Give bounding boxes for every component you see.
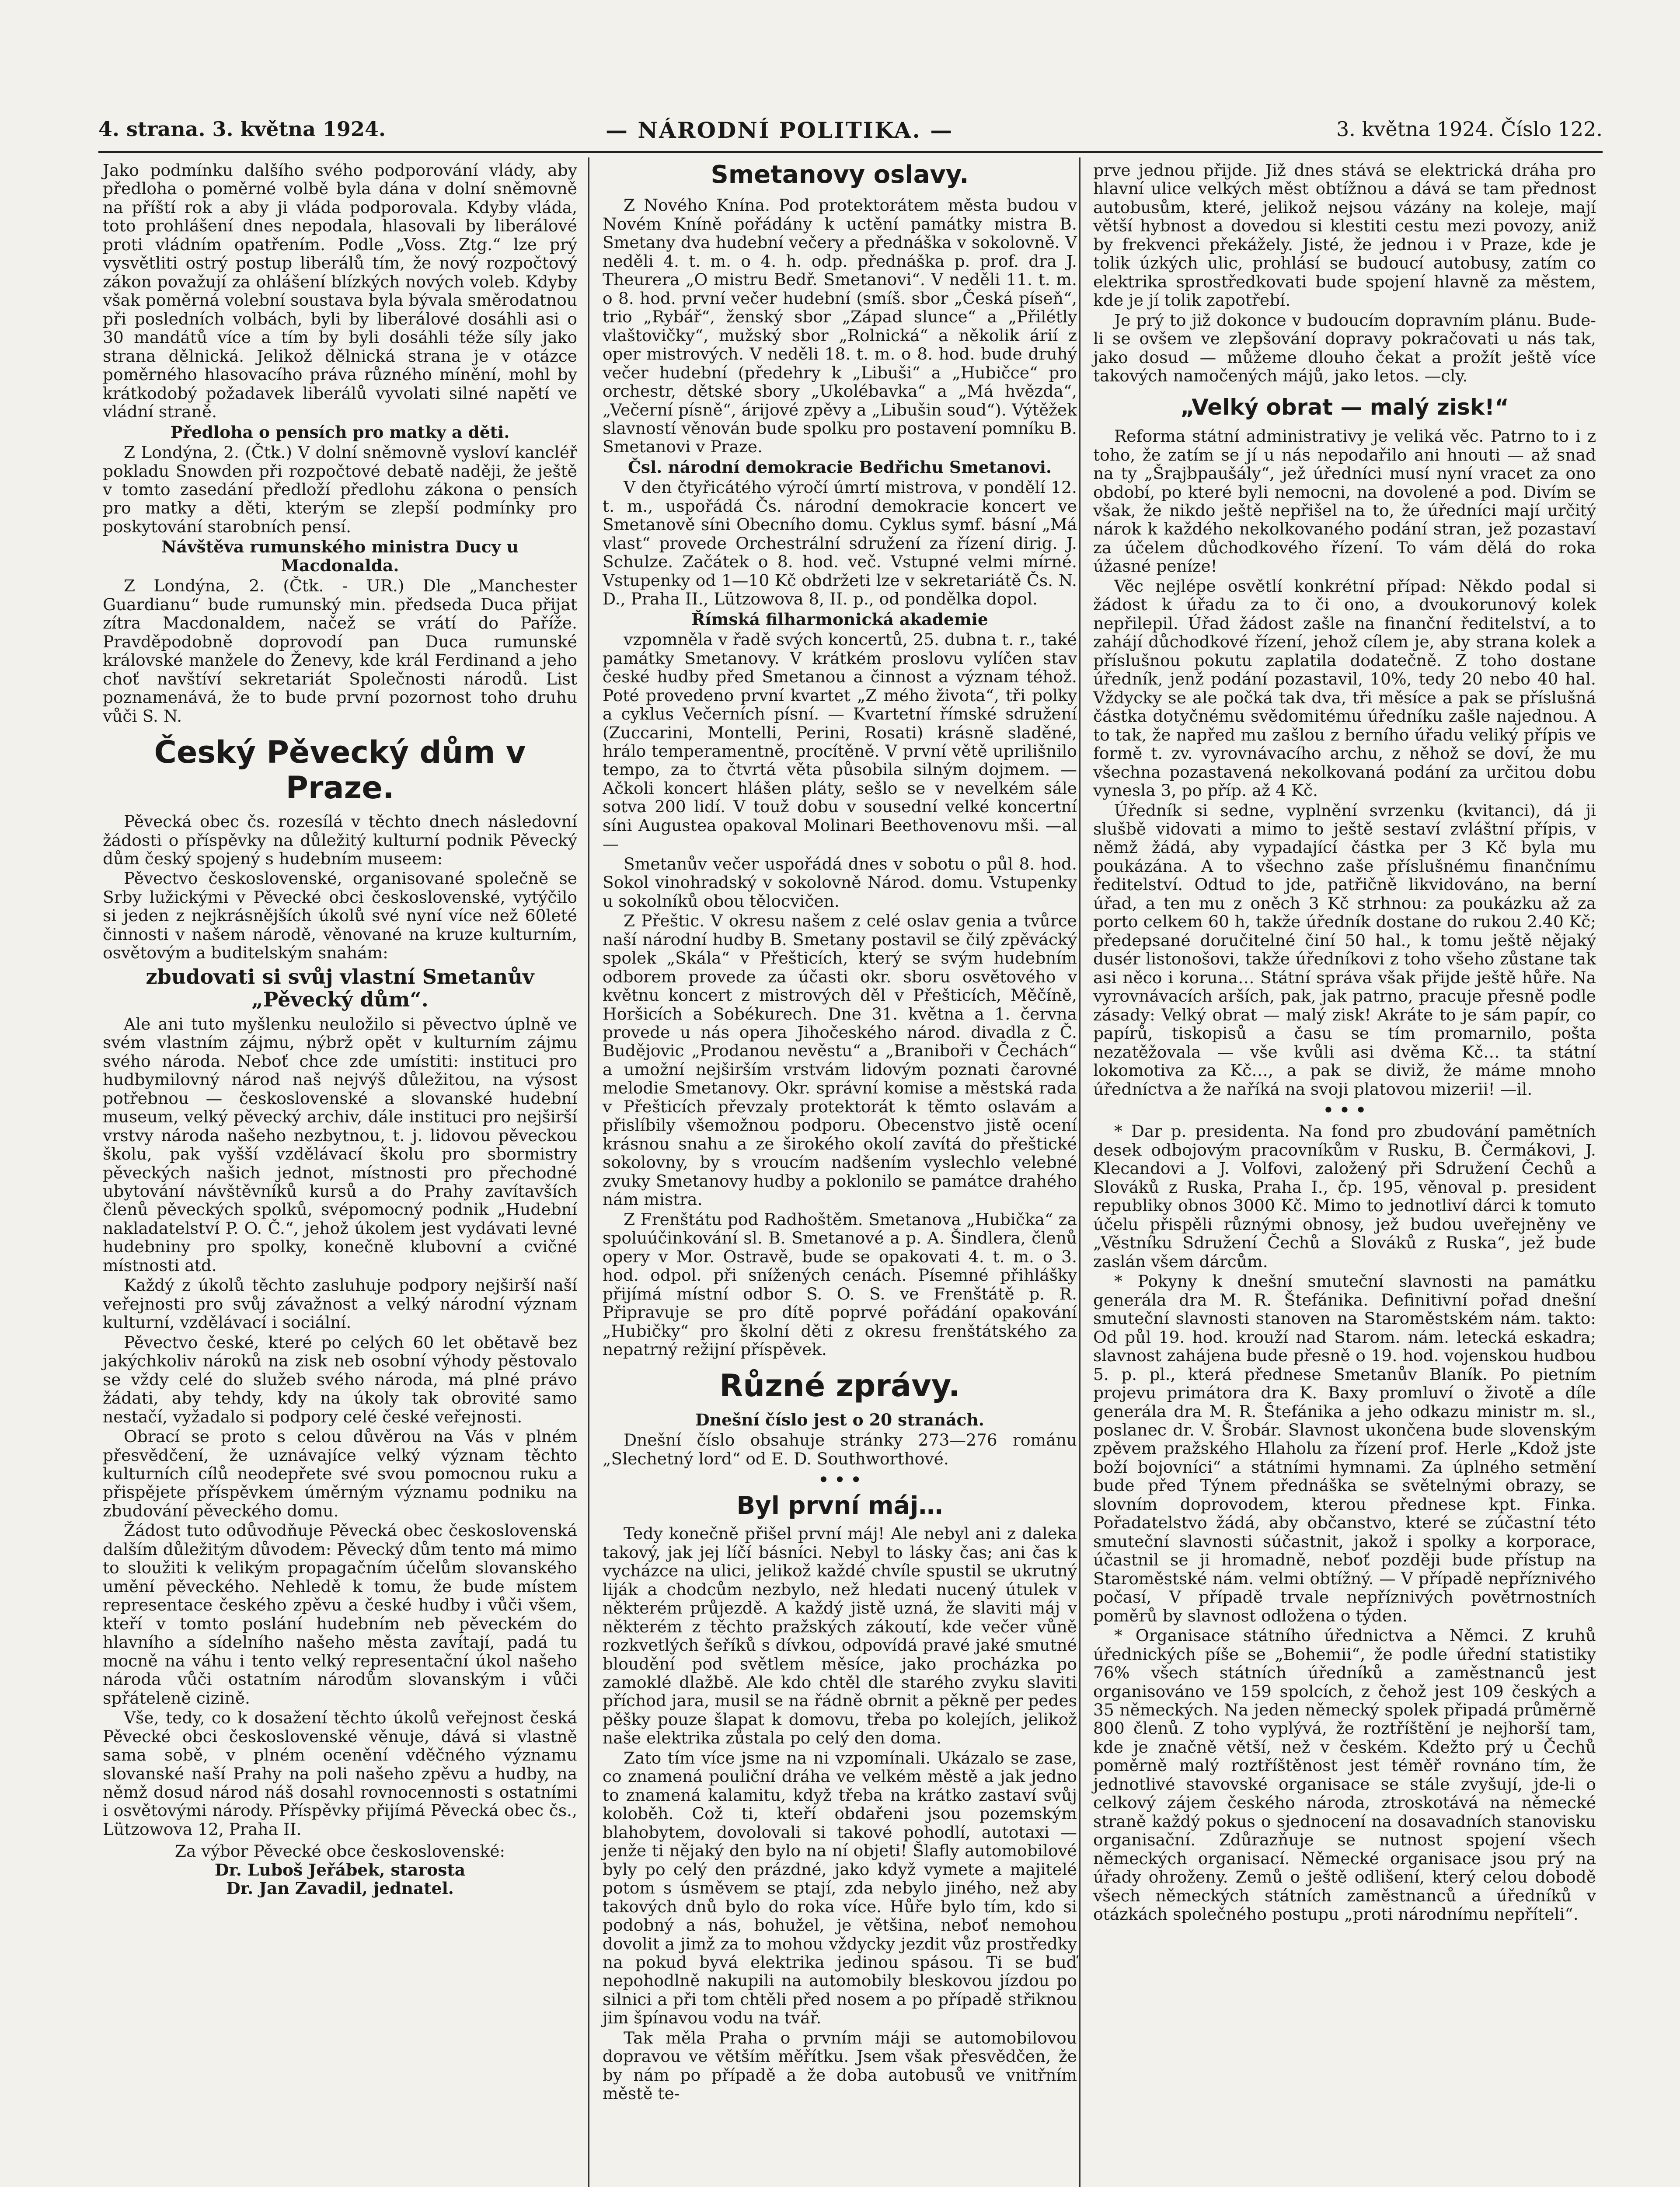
news-item: * Organisace státního úřednictva a Němci. Z kruhů úřednických píše se „Bohemii“, že podle úřední statistiky 76% všech státních úředníků a zaměstnanců jest organisováno ve 159 spolcích, z čehož jest 109 českých a 35 německých. Na jeden německý spolek připadá průměrně 800 členů. Z toho vyplývá, že roztříštění je nejhorší tam, kde je značně větší, než v českém. Kdežto prý u Čechů poměrně malý roztříštěnost jest téměř rovnáno tím, že jednotlivé stavovské organisace se stále zvyšují, jde-li o celkový zájem českého národa, ztroskotává na německé straně každý pokus o sjednocení na dosavadních stanovisku organisační. Zdůrazňuje se nutnost spojení všech německých organisací. Německé organisace jsou prý na úřady ohroženy. Zemů o ještě odlišení, který celou dobodě všech německých státních zaměstnanců a úředníků v otázkách společného postupu „proti národnímu nepříteli“. — [1093, 1626, 1596, 1924]
page-number-date: 4. strana. 3. května 1924. — [98, 117, 386, 141]
column-2 — [603, 161, 1077, 2104]
signature-line: Za výbor Pěvecké obce československé: — [174, 1841, 505, 1861]
article-paragraph: Každý z úkolů těchto zasluhuje podpory nejširší naší veřejnosti pro svůj závažnost a velký národní význam kulturní, vzdělávací i sociální. — [103, 1275, 577, 1332]
emphasis-line: zbudovati si svůj vlastní Smetanův „Pěvecký dům“. — [146, 964, 534, 1011]
news-item: * Pokyny k dnešní smuteční slavnosti na památku generála dra M. R. Štefánika. Definitivní pořad dnešní smuteční slavnosti stanoven na Staroměstském nám. takto: Od půl 19. hod. krouží nad Starom. nám. letecká eskadra; slavnost zahájena bude přesně o 19. hod. vojenskou hudbou 5. p. pl., která přednese Smetanův Blaník. Po pietním projevu primátora dra K. Baxy promluví o životě a díle generála dra M. R. Štefánika a jeho odkazu ministr m. sl., poslanec dr. V. Šrobár. Slavnost ukončena bude slovenským zpěvem pražského Hlaholu za řízení prof. Herle „Kdož jste boží bojovníci“ a státními hymnami. Za úplného setmění bude před Týnem přednáška se světelnými obrazy, se slovním doprovodem, kterou přednese kpt. Finka. Pořadatelstvo žádá, aby občanstvo, které se zúčastní této smuteční slavnosti súčastnit, jakož i spolky a korporace, účastnil se ji hromadně, neboť později bude přístup na Staroměstské nám. velmi obtížný. — V případě nepříznivého počasí, V případě trvale nepříznivých povětrnostních poměrů by slavnost odložena o týden. — [1093, 1272, 1596, 1625]
column-divider-2 — [1079, 157, 1080, 2187]
article-paragraph: Dnešní číslo obsahuje stránky 273—276 románu „Slechetný lord“ od E. D. Southworthové. — [603, 1430, 1077, 1468]
column-3 — [1093, 161, 1596, 1925]
issue-date-number: 3. května 1924. Číslo 122. — [1336, 117, 1603, 141]
article-paragraph: Vše, tedy, co k dosažení těchto úkolů veřejnost česká Pěvecké obci československé věnuje, dává si vlastně sama sobě, v plném ocenění vděčného významu slovanské naší Prahy na poli našeho zpěvu a hudby, na němž dosud národ náš dosahl rovnocennosti s ostatními i osvětovými národy. Příspěvky přijímá Pěvecká obec čs., Lützowova 12, Praha II. — [103, 1708, 577, 1839]
article-paragraph: Smetanův večer uspořádá dnes v sobotu o půl 8. hod. Sokol vinohradský v sokolovně Národ. domu. Vstupenky u sokolníků obou tělocvičen. — [603, 854, 1077, 911]
article-paragraph: Úředník si sedne, vyplnění svrzenku (kvitanci), dá ji slušbě vidovati a mimo to ještě sestaví zvláštní přípis, v němž žádá, aby vypadající částka per 3 Kč byla mu poukázána. A to všechno zaše příslušnému finančnímu ředitelství. Odtud to jde, patřičně likvidováno, na berní úřad, a ten mu z oněch 3 Kč strhnou: za poukázku až za porto celkem 60 h, takže úředník dostane do rukou 2.40 Kč; předepsané doručitelné činí 50 hal., k tomu ještě nějaký dusér listonošovi, takže úředníkovi z toho všeho zůstane tak asi něco i koruna… Státní správa však přijde ještě hůře. Na vyrovnávacích arších, pak, jak patrno, pracuje přesně podle zásady: Velký obrat — malý zisk! Akráte to je sám papír, co papírů, tiskopisů a času se tím promarnilo, pošta nezatěžovala — vše kvůli asi dvěma Kč… ta státní lokomotiva za Kč…, a pak se diviž, že máme mnoho úředníctva a že naříká na svoji platovou mizerii! —il. — [1093, 800, 1596, 1099]
signature-name: Dr. Jan Zavadil, jednatel. — [226, 1879, 454, 1898]
column-divider-1 — [588, 157, 589, 2187]
article-paragraph: Věc nejlépe osvětlí konkrétní případ: Někdo podal si žádost k úřadu za to či ono, a dvoukorunový kolek nepřilepil. Úřad žádost zašle na finanční ředitelství, a to zahájí důchodkové řízení, jehož cílem je, aby strana kolek a příslušnou pokutu zaplatila dodatečně. Z toho dostane úředník, jenž podání pozastavil, 10%, tedy 20 nebo 40 hal. Vždycky se ale počká tak dva, tři měsíce a pak se příslušná částka dotyčnému svědomitému úředníku zašle najednou. A to tak, že napřed mu zašlou z berního úřadu veliký přípis ve formě t. zv. vyrovnávacího archu, z něhož se doví, že mu všechna pozastavená nekolkovaná podání za určitou dobu vynesla 3, po příp. až 4 Kč. — [1093, 576, 1596, 800]
article-paragraph: Je prý to již dokonce v budoucím dopravním plánu. Bude-li se ovšem ve zlepšování dopravy pokračovati u nás tak, jako dosud — můžeme dlouho čekat a prožít ještě více takových namočených májů, jako letos. —cly. — [1093, 310, 1596, 386]
section-heading: Návštěva rumunského ministra Ducy u Macdonalda. — [161, 537, 519, 575]
section-heading: Předloha o pensích pro matky a děti. — [170, 422, 510, 442]
article-paragraph: Pěvecká obec čs. rozesílá v těchto dnech následovní žádosti o příspěvky na důležitý kulturní podnik Pěvecký dům český spojený s hudebním museem: — [103, 812, 577, 868]
article-paragraph: Z Londýna, 2. (Čtk. - UR.) Dle „Manchester Guardianu“ bude rumunský min. předseda Duca přijat zítra Macdonaldem, načež se vrátí do Paříže. Pravděpodobně doprovodí pan Duca rumunské královské manžele do Ženevy, kde král Ferdinand a jeho choť navštíví sekretariát Společnosti národů. List poznamenává, že to bude první pozornost toho druhu vůči S. N. — [103, 576, 577, 726]
article-paragraph: Jako podmínku dalšího svého podporování vlády, aby předloha o poměrné volbě byla dána v dolní sněmovně na příští rok a aby ji vláda podporovala. Kdyby vláda, toto prohlášení dnes nepodala, hlasovali by liberálové proti vládním opatřením. Podle „Voss. Ztg.“ lze prý vysvětliti ostrý postup liberálů tím, že nový rozpočtový zákon považují za ohlášení blízkých nových voleb. Kdyby však poměrná volební soustava byla bývala směrodatnou při posledních volbách, byli by liberálové dosáhli asi o 30 mandátů více a tím by byli dosáhli téže síly jako strana dělnická. Jelikož dělnická strana je v otázce poměrného hlasovacího práva různého mínění, mohl by krátkodobý požadavek liberálů vyvolati silné napětí ve vládní straně. — [103, 161, 577, 422]
section-heading: Dnešní číslo jest o 20 stranách. — [695, 1410, 984, 1429]
section-heading: Čsl. národní demokracie Bedřichu Smetanovi. — [627, 457, 1052, 477]
article-paragraph: Z Frenštátu pod Radhoštěm. Smetanova „Hubička“ za spoluúčinkování sl. B. Smetanové a p. A. Šindlera, členů opery v Mor. Ostravě, bude se opakovati 4. t. m. o 3. hod. odpol. při snížených cenách. Písemné přihlášky přijímá místní odbor S. O. S. ve Frenštátě p. R. Připravuje se pro dítě poprvé pořádání opakování „Hubičky“ pro školní děti z okresu frenštátského za nepatrný režijní příspěvek. — [603, 1209, 1077, 1359]
article-paragraph: Pěvectvo české, které po celých 60 let obětavě bez jakýchkoliv nároků na zisk neb osobní výhody pěstovalo se vždy celé do služeb svého národa, má plné právo žádati, aby tehdy, kdy na úkoly tak obrovité samo nestačí, vyžadalo si podpory celé české veřejnosti. — [103, 1332, 577, 1426]
article-paragraph: Z Přeštic. V okresu našem z celé oslav genia a tvůrce naší národní hudby B. Smetany postavil se čilý zpěvácký spolek „Skála“ v Přešticích, který se svým hudebním odborem provede za účasti okr. sboru osvětového v květnu koncert z mistrových děl v Přešticích, Měčíně, Horšicích a Sobékurech. Dne 31. května a 1. června provede u nás opera Jihočeského národ. divadla z Č. Budějovic „Prodanou nevěstu“ a „Braniboři v Čechách“ a umožní nejširším vrstvám lidovým poznati čarovné melodie Smetanovy. Okr. správní komise a městská rada v Přešticích převzaly protektorát k těmto oslavám a přislíbily všemožnou podporu. Obecenstvo jistě ocení krásnou snahu a ze širokého okolí zavítá do přeštické sokolovny, by s vroucím nadšením vyslechlo velebné zvuky Smetanovy hudby a poklonilo se památce drahého nám mistra. — [603, 911, 1077, 1209]
article-paragraph: Z Nového Knína. Pod protektorátem města budou v Novém Kníně pořádány k uctění památky mistra B. Smetany dva hudební večery a přednáška v sokolovně. V neděli 4. t. m. o 4. h. odp. přednáška p. prof. dra J. Theurera „O mistru Bedř. Smetanovi“. V neděli 11. t. m. o 8. hod. první večer hudební (smíš. sbor „Česká píseň“, trio „Rybář“, ženský sbor „Západ slunce“ a „Přilétly vlaštovičky“, mužský sbor „Rolnická“ a několik árií z oper mistrových. V neděli 18. t. m. o 8. hod. bude druhý večer hudební (předehry k „Libuši“ a „Hubičce“ pro orchestr, dětské sbory „Ukolébavka“ a „Má hvězda“, „Večerní písně“, árijové zpěvy a „Libušin soud“). Výtěžek slavností věnován bude spolku pro postavení pomníku B. Smetanovi v Praze. — [603, 196, 1077, 457]
headline-ruzne-zpravy: Různé zprávy. — [719, 1368, 960, 1404]
article-paragraph: Obrací se proto s celou důvěrou na Vás v plném přesvědčení, že uznávajíce velký význam těchto kulturních cílů neodepřete své svou pomocnou ruku a přispějete příspěvkem úměrným významu podniku na zbudování pěveckého domu. — [103, 1427, 577, 1520]
article-paragraph: Ale ani tuto myšlenku neuložilo si pěvectvo úplně ve svém vlastním zájmu, nýbrž opět v kulturním zájmu svého národa. Neboť chce zde umístiti: instituci pro hudbymilovný národ naš nejvýš důležitou, na výsost potřebnou — československé a slovanské hudební museum, velký pěvecký archiv, dále instituci pro nejširší vrstvy národa našeho nezbytnou, t. j. lidovou pěveckou školu, pak vyšší vzdělávací školu pro sbormistry pěveckých našich jednot, místnosti pro přechodné ubytování návštěvníků kursů a do Prahy zavítavších členů pěveckých spolků, svépomocný podnik „Hudební nakladatelství P. O. Č.“, jehož úkolem jest vydávati levné hudebniny pro spolky, konečně klubovní a cvičné místnosti atd. — [103, 1014, 577, 1275]
article-paragraph: Tedy konečně přišel první máj! Ale nebyl ani z daleka takový, jak jej líčí básníci. Nebyl to lásky čas; ani čas k vycházce na ulici, jelikož každé chvíle spustil se ukrutný liják a chodcům nezbylo, než hledati nucený útulek v některém průjezdě. A každý jistě uzná, že slaviti máj v některém z těchto pražských zákoutí, kde večer vůně rozkvetlých šeříků s dívkou, odpovídá pravé jaké smutné bloudění pod světlem měsíce, jako procházka po zamoklé dlažbě. Ale kdo chtěl dle starého zvyku slaviti příchod jara, musil se na řádně obrnit a pěkně per pedes pěšky pouze šlapat k domovu, třeba po kolejích, jelikož naše elektrika zůstala po celý den doma. — [603, 1524, 1077, 1748]
article-paragraph: Pěvectvo československé, organisované společně se Srby lužickými v Pěvecké obci československé, vytýčilo si jeden z nejkrásnějších úkolů své nyní více než 60leté činnosti v našem národě, věnované na kruze kulturním, osvětovým a buditelským snahám: — [103, 869, 577, 963]
article-paragraph: Zato tím více jsme na ni vzpomínali. Ukázalo se zase, co znamená pouliční dráha ve velkém městě a jak jedno to znamená kalamitu, když třeba na krátko zastaví svůj koloběh. Což ti, kteří obdařeni jsou pozemským blahobytem, dovolovali si takové pohodlí, autotaxi — jenže ti nějaký den bylo na ní objeti! Šlafly automobilové byly po celý den prázdné, jako když vymete a majitelé potom s úsměvem se ptají, zda nebylo jiného, než aby takových dnů bylo do roka více. Hůře bylo tím, kdo si podobný a nás, bohužel, je většina, neboť nemohou dovolit a jimž za to mohou vždycky jezdit vůz prostředky na pokud byvá elektrika jedinou spásou. Ti se buď nepohodlně nakupili na automobily bleskovou jízdou po silnici a při tom chtěli před nosem a po případě střiknou jim špínavou vodu na tvář. — [603, 1748, 1077, 2028]
headline-byl-prvni-maj: Byl první máj… — [736, 1491, 943, 1520]
headline-cesky-pevecky-dum: Český Pěvecký dům v Praze. — [154, 734, 526, 806]
newspaper-title: — NÁRODNÍ POLITIKA. — — [606, 117, 954, 143]
article-paragraph: Reforma státní administrativy je veliká věc. Patrno to i z toho, že zatím se jí u nás nepodařilo ani hnouti — až snad na ty „Šrajbpaušály“, jež úředníci musí nyní vracet za ono období, po které byli nemocni, na dovolené a pod. Divím se však, že nikdo ještě nepřišel na to, že úředníci mají určitý nárok k každého nekolkovaného podání stran, jež pozastaví za účelem důchodkového řízení. To vám dělá do roka úžasné peníze! — [1093, 426, 1596, 576]
page-header — [98, 117, 1603, 152]
column-1 — [103, 161, 577, 1898]
section-heading: Římská filharmonická akademie — [691, 609, 988, 629]
separator-dots: • • • — [818, 1470, 861, 1490]
article-paragraph: Tak měla Praha o prvním máji se automobilovou dopravou ve větším měřítku. Jsem však přesvědčen, že by nám po případě a že doba autobusů ve vnitřním městě te- — [603, 2028, 1077, 2103]
headline-smetanovy-oslavy: Smetanovy oslavy. — [711, 161, 969, 189]
article-paragraph: Z Londýna, 2. (Čtk.) V dolní sněmovně vysloví kancléř pokladu Snowden při rozpočtové debatě naději, že ještě v tomto zasedání předloží předlohu zákona o pensích pro matky a děti, kterým se zlepší podmínky pro poskytování starobních pensí. — [103, 443, 577, 536]
signature-name: Dr. Luboš Jeřábek, starosta — [214, 1860, 466, 1880]
headline-velky-obrat: „Velký obrat — malý zisk!“ — [1180, 394, 1509, 420]
header-rule — [98, 151, 1603, 153]
article-paragraph: V den čtyřicátého výročí úmrtí mistrova, v pondělí 12. t. m., uspořádá Čs. národní demokracie koncert ve Smetanově síni Obecního domu. Cyklus symf. básní „Má vlast“ provede Orchestrální sdružení za řízení dirig. J. Schulze. Začátek o 8. hod. več. Vstupné velmi mírné. Vstupenky od 1—10 Kč obdržeti lze v sekretariátě Čs. N. D., Praha II., Lützowova 8, II. p., od pondělka dopol. — [603, 478, 1077, 609]
article-paragraph: vzpomněla v řadě svých koncertů, 25. dubna t. r., také památky Smetanovy. V krátkém proslovu vylíčen stav české hudby před Smetanou a činnost a význam téhož. Poté provedeno první kvartet „Z mého života“, tři polky a cyklus Večerních písní. — Kvartetní římské sdružení (Zuccarini, Montelli, Perini, Rosati) krásně sladěné, hrálo temperamentně, procítěně. V první větě uprilišnilo tempo, za to čtvrtá věta působila silným dojmem. — Ačkoli koncert hlášen pláty, sešlo se v nevelkém sále sotva 200 lidí. V touž dobu v sousední velké koncertní síni Augustea opakoval Molinari Beethovenovu mši. —al— — [603, 630, 1077, 854]
news-item: * Dar p. presidenta. Na fond pro zbudování pamětních desek odbojovým pracovníkům v Rusku, B. Čermákovi, J. Klecandovi a J. Volfovi, založený při Sdružení Čechů a Slováků z Ruska, Praha I., čp. 195, věnoval p. president republiky obnos 3000 Kč. Mimo to jednotliví dárci k tomuto účelu přispěli různými obnosy, jež budou uveřejněny ve „Věstníku Sdružení Čechů a Slováků z Ruska“, jež bude zaslán všem dárcům. — [1093, 1121, 1596, 1271]
article-paragraph: Žádost tuto odůvodňuje Pěvecká obec československá dalším důležitým důvodem: Pěvecký dům tento má mimo to sloužiti k velikým propagačním účelům slovanského umění pěveckého. Nehledě k tomu, že bude místem representace českého zpěvu a české hudby i vůči všem, kteří v tomto poslání hudebním neb pěveckém do hlavního a sídelního našeho města zavítají, padá tu mocně na váhu i tento velký representační úkol našeho národa vůči ostatním národům slovanským i vůči spřáteleně cizině. — [103, 1521, 577, 1708]
separator-dots: • • • — [1323, 1100, 1366, 1120]
article-paragraph: prve jednou přijde. Již dnes stává se elektrická dráha pro hlavní ulice velkých měst obtížnou a dává se tam přednost autobusům, které, jelikož nejsou vázány na koleje, mají větší hybnost a dovedou si klestiti cestu mezi povozy, aniž by frekvenci překážely. Jisté, že jednou i v Praze, kde je tolik úzkých ulic, prohlásí se budoucí autobusy, zatím co elektrika sprostředkovati bude spojení hlavně za městem, kde je jí tolik zapotřebí. — [1093, 161, 1596, 310]
